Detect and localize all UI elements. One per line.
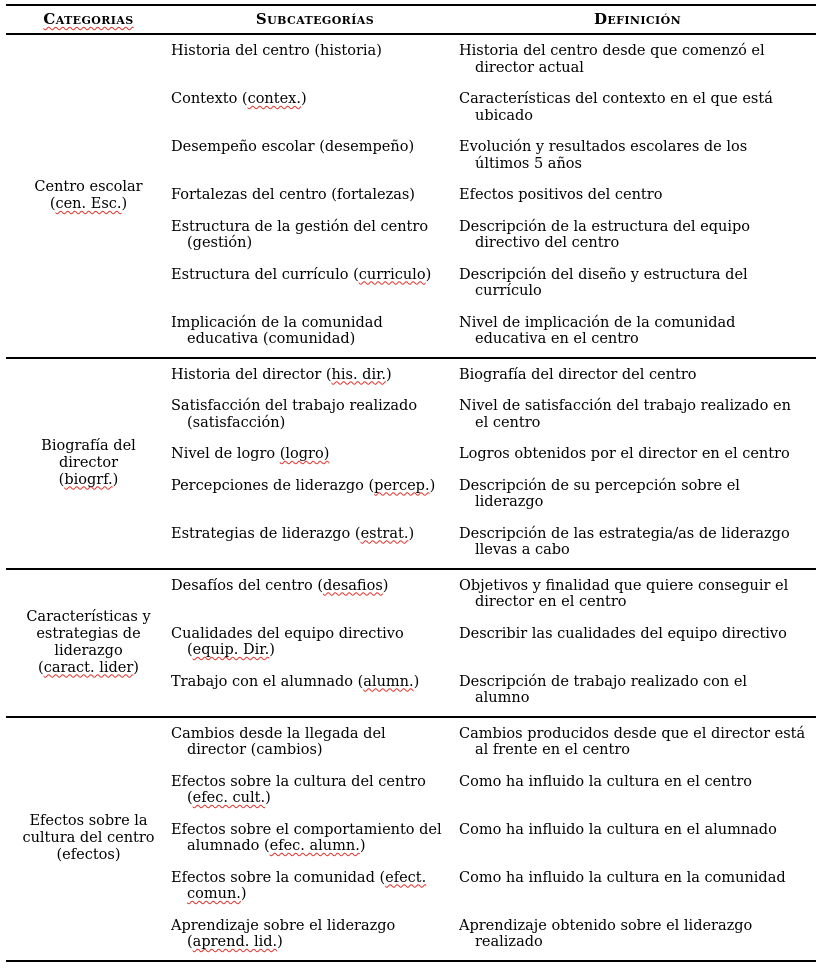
definition-cell: Descripción de trabajo realizado con el alumno — [459, 673, 748, 706]
group-rows — [171, 35, 816, 357]
categories-table — [6, 4, 816, 962]
definition-cell: Efectos positivos del centro — [459, 187, 663, 203]
category-cell — [6, 35, 171, 357]
definition-cell: Descripción del diseño y estructura del currículo — [459, 266, 748, 299]
category-abbr: (caract. lider) — [38, 659, 139, 676]
subcategory-cell: Desempeño escolar (desempeño) — [171, 139, 415, 155]
table-row — [171, 578, 816, 611]
table-row — [171, 674, 816, 707]
table-header-row — [6, 6, 816, 35]
subcategory-cell: Desafíos del centro (desafios) — [171, 577, 389, 594]
category-group-biografia-director — [6, 357, 816, 568]
definition-cell: Describir las cualidades del equipo directivo — [459, 625, 787, 642]
subcategory-cell: Percepciones de liderazgo (percep.) — [171, 477, 436, 494]
category-cell — [6, 359, 171, 568]
table-row — [171, 774, 816, 807]
table-row — [171, 267, 816, 300]
category-abbr: (cen. Esc.) — [49, 195, 128, 212]
category-name: Características y estrategias de liderazgo — [26, 608, 151, 659]
subcategory-cell: Fortalezas del centro (fortalezas) — [171, 187, 415, 203]
definition-cell: Objetivos y finalidad que quiere conseguir el director en el centro — [459, 577, 789, 610]
definition-cell: Descripción de las estrategia/as de liderazgo llevas a cabo — [459, 525, 790, 558]
subcategory-cell: Historia del director (his. dir.) — [171, 366, 392, 383]
definition-cell: Logros obtenidos por el director en el centro — [459, 446, 790, 462]
table-row — [171, 187, 816, 204]
category-cell — [6, 570, 171, 716]
subcategory-cell: Historia del centro (historia) — [171, 43, 382, 59]
column-header-categorias: Categorias — [43, 10, 134, 28]
definition-cell: Biografía del director del centro — [459, 366, 697, 383]
category-name: Biografía del director — [41, 437, 136, 471]
table-row — [171, 446, 816, 463]
subcategory-cell: Estructura de la gestión del centro (gestión) — [171, 218, 429, 251]
definition-cell: Historia del centro desde que comenzó el director actual — [459, 43, 765, 76]
subcategory-cell: Contexto (contex.) — [171, 91, 307, 107]
column-header-subcategorias: Subcategorías — [255, 10, 375, 28]
table-row — [171, 870, 816, 903]
table-row — [171, 822, 816, 855]
column-header-definicion: Definición — [593, 10, 682, 28]
category-cell — [6, 718, 171, 960]
table-row — [171, 43, 816, 76]
group-rows — [171, 718, 816, 960]
definition-cell: Aprendizaje obtenido sobre el liderazgo realizado — [459, 917, 753, 950]
definition-cell: Nivel de satisfacción del trabajo realizado en el centro — [459, 398, 791, 431]
subcategory-cell: Estructura del currículo (curriculo) — [171, 266, 432, 283]
subcategory-cell: Cualidades del equipo directivo (equip. Dir.) — [171, 625, 404, 658]
table-row — [171, 478, 816, 511]
table-row — [171, 219, 816, 252]
definition-cell: Como ha influido la cultura en el alumnado — [459, 821, 777, 838]
group-rows — [171, 570, 816, 716]
table-row — [171, 526, 816, 559]
table-row — [171, 398, 816, 431]
definition-cell: Evolución y resultados escolares de los últimos 5 años — [459, 139, 748, 172]
category-name: Centro escolar — [34, 178, 143, 195]
subcategory-cell: Aprendizaje sobre el liderazgo (aprend. lid.) — [171, 917, 396, 950]
table-row — [171, 918, 816, 951]
definition-cell: Descripción de su percepción sobre el liderazgo — [459, 477, 740, 510]
category-group-caracteristicas-liderazgo — [6, 568, 816, 716]
subcategory-cell: Estrategias de liderazgo (estrat.) — [171, 525, 415, 542]
subcategory-cell: Implicación de la comunidad educativa (comunidad) — [171, 314, 383, 347]
subcategory-cell: Trabajo con el alumnado (alumn.) — [171, 673, 420, 690]
table-row — [171, 726, 816, 759]
definition-cell: Nivel de implicación de la comunidad educativa en el centro — [459, 314, 736, 347]
subcategory-cell: Nivel de logro (logro) — [171, 446, 330, 462]
subcategory-cell: Efectos sobre la comunidad (efect. comun.) — [171, 869, 427, 902]
subcategory-cell: Satisfacción del trabajo realizado (satisfacción) — [171, 398, 418, 431]
table-row — [171, 367, 816, 384]
category-abbr: (biogrf.) — [58, 471, 119, 488]
category-name: Efectos sobre la cultura del centro — [22, 813, 155, 846]
category-abbr: (efectos) — [56, 847, 121, 863]
group-rows — [171, 359, 816, 568]
subcategory-cell: Efectos sobre el comportamiento del alumnado (efec. alumn.) — [171, 821, 442, 854]
category-group-centro-escolar — [6, 35, 816, 357]
table-row — [171, 315, 816, 348]
definition-cell: Características del contexto en el que está ubicado — [459, 91, 773, 124]
definition-cell: Como ha influido la cultura en la comunidad — [459, 869, 786, 886]
subcategory-cell: Cambios desde la llegada del director (cambios) — [171, 725, 386, 758]
table-row — [171, 626, 816, 659]
subcategory-cell: Efectos sobre la cultura del centro (efec. cult.) — [171, 773, 426, 806]
table-row — [171, 139, 816, 172]
category-group-efectos-cultura — [6, 716, 816, 960]
definition-cell: Cambios producidos desde que el director está al frente en el centro — [459, 725, 806, 758]
definition-cell: Descripción de la estructura del equipo directivo del centro — [459, 218, 750, 251]
definition-cell: Como ha influido la cultura en el centro — [459, 773, 752, 790]
table-row — [171, 91, 816, 124]
